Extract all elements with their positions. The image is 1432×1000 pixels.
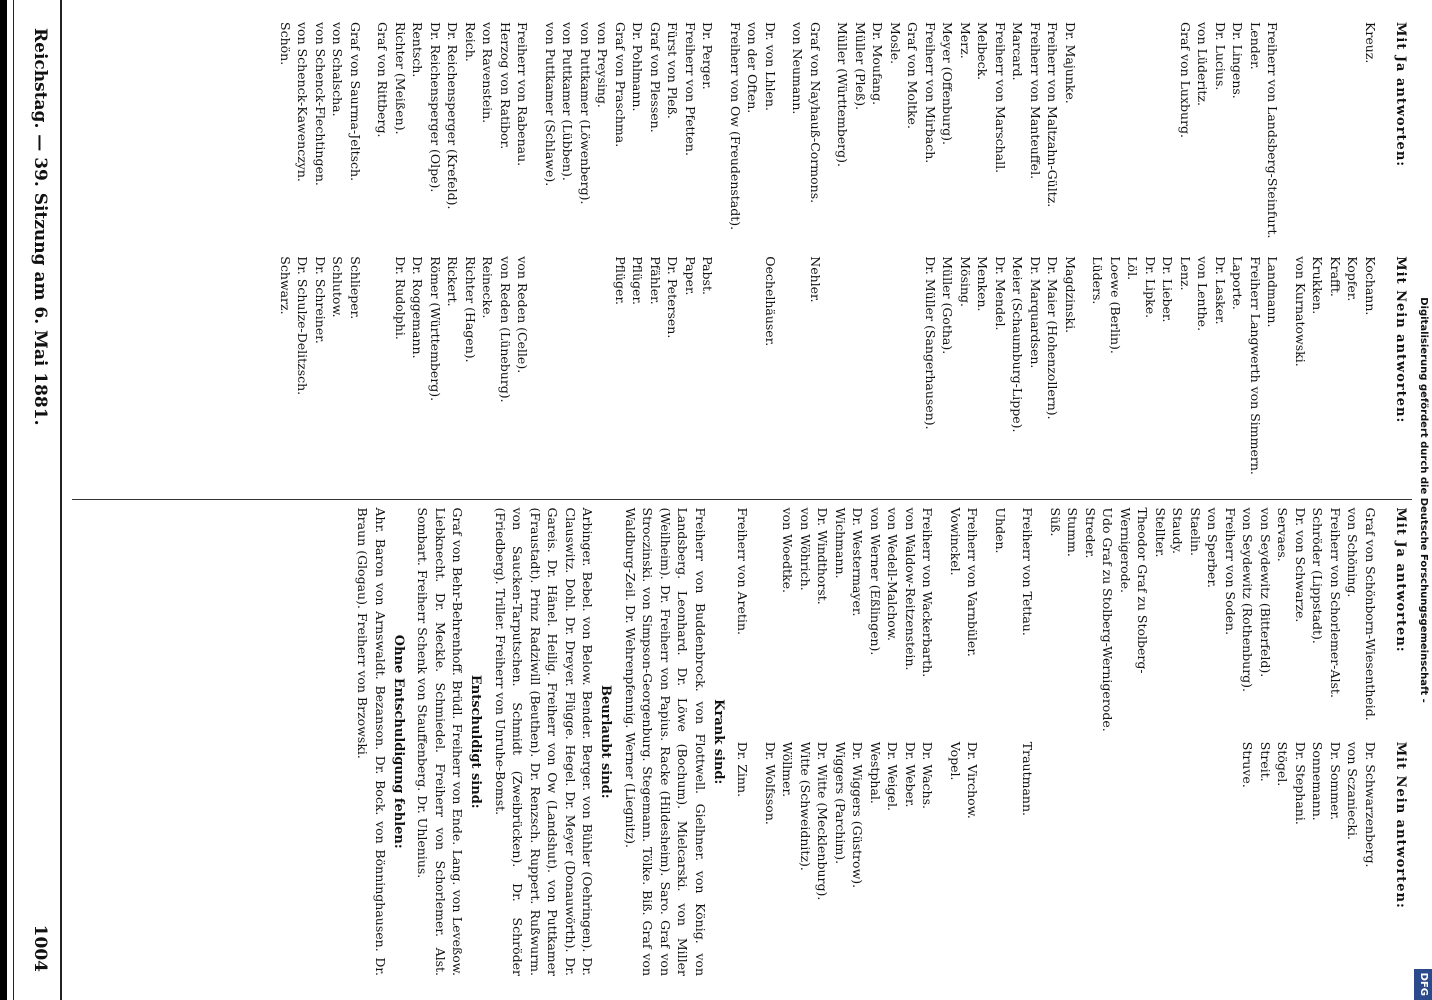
name-list: Freiherr von Tettau.	[1020, 507, 1036, 636]
running-header	[23, 0, 57, 1000]
section-text: Arbinger. Bebel. von Below. Bender. Berger. von Bühler (Oehringen). Dr. Clauswitz. Dohl. Dr. Dreyer. Flügge. Hegel. Dr. Meyer (Donauwörth). Dr. Gareis. Dr. Hänel. Heilig. Freiherr von Ow (Landshut). von Puttkamer (Fraustadt). Prinz Radziwill (Beuthen). Dr. Renzsch. Ruppert. Rußwurm. von Saucken-Tarputschen. Schmidt (Zweibrücken). Dr. Schröder (Friedberg). Triller. Freiherr von Unruhe-Bomst.	[493, 507, 596, 976]
name-list: Schlieper. Schlutow. Dr. Schreiner. Dr. Schulze-Delitzsch. Schwarz.	[278, 256, 363, 396]
name-list: Freiherr von Aretin.	[735, 507, 751, 635]
name-list: Kochann. Kopfer. Krafft. Krukken. von Kurnatowski.	[1293, 256, 1378, 367]
section-title: Beurlaubt sind:	[598, 684, 614, 799]
name-block	[947, 500, 982, 985]
right-column	[72, 500, 1412, 985]
name-list: Freiherr von Wackerbarth. von Waldow-Reitzenstein. von Wedell-Malchow. von Werner (Eßlingen). Dr. Westermayer. Wichmann. Dr. Windthorst. von Wöhrich. von Woedtke.	[780, 507, 936, 678]
name-list: Dr. Wachs. Dr. Weber. Dr. Weigel. Westphal. Dr. Wiggers (Güstrow). Wiggers (Parchim). Dr. Witte (Mecklenburg). Witte (Schweidnitz). Wöllmer. Dr. Wolfsson.	[763, 741, 936, 901]
name-list: Graf von Schönborn-Wiesentheid. von Schöning. Freiherr von Schorlemer-Alst. Schröder (Lippstadt). Dr. von Schwarze. Servaes. von Seydewitz (Bitterfeld). von Seydewitz (Rothenburg). Freiherr von Soden. von Sperber. Staelin. Staudy. Stellter. Theodor Graf zu Stolberg-Wernigerode. Udo Graf zu Stolberg-Wernigerode. Streder. Stumm. Süß.	[1048, 507, 1378, 732]
name-list: Oechelhäuser.	[763, 256, 778, 347]
section-text: Graf von Behr-Behrenhoff. Brüdl. Freiherr von Ende. Lang. von Leveßow. Liebknecht. Dr. Meckle. Schmiedel. Freiherr von Schorlemer. Alst. Sombart. Freiherr Schenk von Stauffenberg. Dr. Uhlenius.	[415, 507, 466, 976]
name-block	[734, 500, 752, 985]
name-block	[1019, 500, 1037, 985]
name-list: Landmann. Freiherr Langwerth von Simmern. Laporte. Dr. Lasker. von Lenthe. Lenz. Dr. Lieber. Dr. Lipke. Löl. Loewe (Berlin). Lüders.	[1090, 256, 1281, 475]
name-list: Trautmann.	[1020, 741, 1036, 816]
column-heading: Mit Nein antworten:	[1393, 256, 1408, 424]
name-list: Freiherr von Varnbüler. Vowinckel.	[948, 507, 981, 657]
column-headings	[1389, 14, 1412, 499]
name-block	[834, 14, 1079, 499]
page-number: 1004	[30, 924, 50, 972]
column-heading: Mit Ja antworten:	[1393, 507, 1408, 653]
name-list: Uhden.	[993, 507, 1008, 554]
name-block	[727, 14, 780, 499]
name-list: Freiherr von Rabenau. Herzog von Ratibor. von Ravenstein. Reich. Dr. Reichensperger (Krefeld). Dr. Reichensperger (Olpe). Rentsch. Richter (Meißen). Graf von Rittberg.	[375, 22, 531, 210]
section-title: Krank sind:	[711, 699, 726, 785]
name-block	[542, 14, 717, 499]
column-heading: Mit Nein antworten:	[1393, 741, 1408, 909]
name-list	[992, 742, 1010, 976]
dfg-badge: DFG	[1414, 969, 1432, 1000]
name-list: Dr. Zinn.	[735, 741, 751, 798]
name-list: Freiherr von Landsberg-Steinfurt. Lender. Dr. Lingens. Dr. Lucius. von Lüderitz. Graf von Luxburg.	[1178, 22, 1281, 239]
name-list: Dr. Virchow. Vopel.	[948, 741, 981, 819]
name-list: Kreuz.	[1363, 22, 1378, 64]
name-block	[277, 14, 365, 499]
name-block	[1089, 14, 1282, 499]
name-block	[1292, 14, 1380, 499]
name-list: Nehler.	[808, 256, 823, 303]
name-block	[1047, 500, 1380, 985]
name-list: Graf von Nayhauß-Cormons. von Neumann.	[790, 22, 823, 204]
name-list: Dr. Schwarzenberg. von Sczaniecki. Dr. Sommer. Sonnemann. Dr. Stephani. Stögel. Streit. Struve.	[1240, 741, 1378, 868]
name-list: Graf von Saurma-Jeltsch. von Schalscha. von Schenck-Flechtingen. von Schenck-Kawenczyn. Schön.	[278, 22, 363, 186]
name-list: Dr. Perger. Freiherr von Pfetten. Fürst von Pleß. Graf von Plessen. Dr. Pohlmann. Graf von Praschma. von Preysing. von Puttkamer (Löwenberg). von Puttkamer (Lübben). von Puttkamer (Schlawe).	[543, 22, 716, 205]
scan-edge	[0, 0, 7, 1000]
name-list: von Reden (Celle). von Reden (Lüneburg). Reinecke. Richter (Hagen). Rickert. Römer (Württemberg). Dr. Roggemann. Dr. Rudolphi.	[393, 256, 531, 403]
section-text: Ahr. Baron von Arnswaldt. Bezanson. Dr. Bock. von Bönninghausen. Dr. Braun (Glogau). Freiherr von Brzowski.	[355, 507, 388, 976]
name-list: Magdzinski. Dr. Maier (Hohenzollern). Dr. Marquardsen. Meier (Schaumburg-Lippe). Dr. Mendel. Menken. Mösing. Müller (Gotha). Dr. Müller (Sangerhausen).	[923, 256, 1078, 433]
digitization-credit	[1414, 0, 1432, 1000]
name-block	[992, 500, 1010, 985]
name-list: Dr. von Lhlen. von der Often. Freiherr von Ow (Freudenstadt).	[728, 22, 778, 231]
column-heading: Mit Ja antworten:	[1393, 22, 1408, 168]
running-title: Reichstag. — 39. Sitzung am 6. Mai 1881.	[30, 28, 50, 426]
section-title: Entschuldigt sind:	[468, 674, 484, 809]
left-column	[72, 14, 1412, 500]
name-block	[789, 14, 824, 499]
section-title: Ohne Entschuldigung fehlen:	[391, 634, 406, 849]
name-list: Pabst. Paper. Dr. Petersen. Pfähler. Pflüger. Pflüger.	[613, 256, 716, 339]
credit-text: Digitalisierung gefördert durch die Deutsche Forschungsgemeinschaft -	[1418, 297, 1429, 703]
column-headings	[1389, 500, 1412, 985]
header-rule-bottom	[13, 0, 14, 1000]
name-block	[762, 500, 937, 985]
name-list: Dr. Majunke. Freiherr von Maltzahn-Gültz. Freiherr von Manteuffel. Marcard. Freiherr von Marschall. Melbeck. Merz. Meyer (Offenburg). Freiherr von Mirbach. Graf von Moltke. Mosle. Dr. Moufang. Müller (Pleß). Müller (Württemberg).	[835, 22, 1078, 208]
text-columns	[72, 14, 1412, 984]
name-block	[374, 14, 532, 499]
header-rule	[60, 0, 62, 1000]
section-text: Freiherr von Buddenbrock. von Flottwell. Gielhner. von König. von Landsberg. Leonhard. Dr. Löwe (Bochum). Mielcarski. von Miller (Weilheim). Dr. Freiherr von Papius. Racke (Hildesheim). Saro. Graf von Stroczinski. von Simpson-Georgenburg. Stegemann. Tölke. Biß. Graf von Waldburg-Zeil. Dr. Wehrenpfennig. Werner (Liegnitz).	[623, 507, 708, 976]
